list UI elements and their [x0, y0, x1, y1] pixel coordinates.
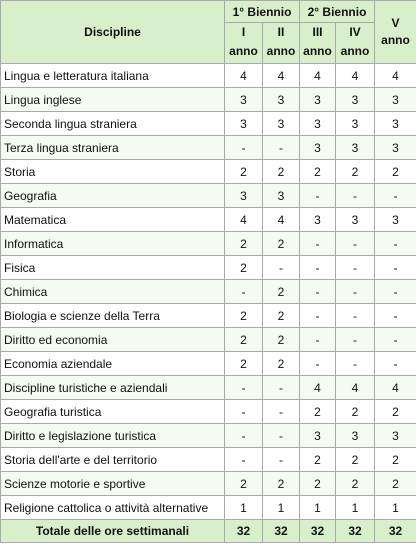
hours-cell: 2 — [263, 352, 300, 376]
hours-cell: 3 — [375, 208, 416, 232]
table-row — [1, 232, 416, 256]
table-row — [1, 88, 416, 112]
hours-cell: 3 — [300, 136, 336, 160]
discipline-name: Lingua inglese — [1, 88, 225, 112]
hours-cell: - — [263, 136, 300, 160]
hours-cell: 2 — [263, 328, 300, 352]
discipline-name: Diritto ed economia — [1, 328, 225, 352]
hours-cell: 4 — [225, 64, 263, 88]
year-1-word: anno — [229, 44, 258, 58]
hours-cell: 2 — [263, 472, 300, 496]
hours-cell: 4 — [336, 376, 375, 400]
hours-cell: - — [336, 328, 375, 352]
discipline-name: Storia dell'arte e del territorio — [1, 448, 225, 472]
discipline-name: Fisica — [1, 256, 225, 280]
hours-cell: - — [300, 328, 336, 352]
hours-cell: 4 — [263, 208, 300, 232]
hours-cell: 2 — [263, 232, 300, 256]
hours-cell: - — [375, 184, 416, 208]
hours-cell: 1 — [375, 496, 416, 520]
hours-cell: - — [336, 304, 375, 328]
hours-cell: - — [336, 352, 375, 376]
hours-cell: - — [225, 448, 263, 472]
hours-cell: - — [336, 280, 375, 304]
hours-cell: - — [225, 376, 263, 400]
hours-cell: 1 — [225, 496, 263, 520]
hours-cell: 2 — [225, 472, 263, 496]
hours-cell: 2 — [300, 160, 336, 184]
total-label: Totale delle ore settimanali — [1, 520, 225, 543]
hours-cell: - — [336, 256, 375, 280]
year-3-numeral: III — [312, 25, 323, 39]
discipline-name: Economia aziendale — [1, 352, 225, 376]
year-2-header — [263, 23, 300, 64]
table-row — [1, 352, 416, 376]
table-row — [1, 472, 416, 496]
hours-cell: 2 — [336, 400, 375, 424]
hours-cell: 2 — [225, 328, 263, 352]
hours-cell: - — [375, 256, 416, 280]
hours-cell: - — [375, 232, 416, 256]
year-3-word: anno — [303, 44, 332, 58]
hours-cell: 3 — [300, 424, 336, 448]
first-biennium-header: 1° Biennio — [225, 1, 300, 23]
hours-cell: 2 — [225, 304, 263, 328]
year-4-numeral: IV — [349, 25, 361, 39]
discipline-name: Geografia — [1, 184, 225, 208]
hours-cell: - — [375, 280, 416, 304]
year-1-numeral: I — [241, 25, 246, 39]
discipline-name: Matematica — [1, 208, 225, 232]
header-row-groups — [1, 1, 416, 23]
table-row — [1, 328, 416, 352]
table-row — [1, 376, 416, 400]
hours-cell: 2 — [263, 304, 300, 328]
hours-cell: 3 — [336, 112, 375, 136]
hours-cell: - — [336, 232, 375, 256]
discipline-name: Storia — [1, 160, 225, 184]
hours-cell: 2 — [225, 232, 263, 256]
year-2-word: anno — [266, 44, 296, 58]
fifth-year-word: anno — [381, 33, 410, 47]
hours-cell: - — [263, 376, 300, 400]
discipline-name: Scienze motorie e sportive — [1, 472, 225, 496]
second-biennium-header: 2° Biennio — [300, 1, 375, 23]
hours-cell: 2 — [263, 280, 300, 304]
total-cell: 32 — [336, 520, 375, 543]
hours-cell: 4 — [263, 64, 300, 88]
total-cell: 32 — [225, 520, 263, 543]
hours-cell: 1 — [336, 496, 375, 520]
hours-cell: 3 — [263, 112, 300, 136]
hours-cell: - — [225, 400, 263, 424]
hours-cell: - — [300, 280, 336, 304]
hours-cell: 3 — [375, 112, 416, 136]
year-4-word: anno — [340, 44, 370, 58]
table-row — [1, 280, 416, 304]
discipline-name: Lingua e letteratura italiana — [1, 64, 225, 88]
hours-cell: 2 — [375, 472, 416, 496]
total-cell: 32 — [263, 520, 300, 543]
hours-cell: 2 — [300, 448, 336, 472]
table-row — [1, 256, 416, 280]
hours-cell: 2 — [336, 160, 375, 184]
hours-cell: 3 — [300, 112, 336, 136]
table-row — [1, 112, 416, 136]
hours-cell: 2 — [375, 448, 416, 472]
hours-cell: - — [300, 256, 336, 280]
discipline-name: Chimica — [1, 280, 225, 304]
total-cell: 32 — [375, 520, 416, 543]
hours-cell: - — [300, 232, 336, 256]
hours-cell: 2 — [225, 256, 263, 280]
hours-cell: 2 — [263, 160, 300, 184]
hours-cell: 2 — [225, 352, 263, 376]
hours-cell: 4 — [336, 64, 375, 88]
hours-cell: 2 — [375, 160, 416, 184]
table-row — [1, 184, 416, 208]
table-row — [1, 208, 416, 232]
hours-cell: 3 — [225, 184, 263, 208]
hours-cell: 3 — [300, 208, 336, 232]
hours-cell: 4 — [375, 376, 416, 400]
hours-cell: 4 — [300, 64, 336, 88]
hours-cell: - — [225, 280, 263, 304]
discipline-name: Terza lingua straniera — [1, 136, 225, 160]
hours-cell: 3 — [336, 136, 375, 160]
hours-cell: 2 — [336, 472, 375, 496]
hours-cell: 3 — [263, 88, 300, 112]
table-row — [1, 136, 416, 160]
hours-cell: 1 — [300, 496, 336, 520]
discipline-name: Biologia e scienze della Terra — [1, 304, 225, 328]
hours-cell: - — [263, 424, 300, 448]
hours-cell: - — [336, 184, 375, 208]
hours-cell: - — [225, 136, 263, 160]
hours-cell: 2 — [300, 400, 336, 424]
year-3-header — [300, 23, 336, 64]
hours-cell: 3 — [263, 184, 300, 208]
hours-cell: - — [375, 304, 416, 328]
hours-cell: 3 — [336, 424, 375, 448]
table-row — [1, 424, 416, 448]
discipline-name: Informatica — [1, 232, 225, 256]
year-1-header — [225, 23, 263, 64]
hours-cell: 2 — [225, 160, 263, 184]
total-row — [1, 520, 416, 543]
hours-cell: 4 — [375, 64, 416, 88]
hours-cell: 4 — [300, 376, 336, 400]
hours-cell: - — [263, 400, 300, 424]
table-row — [1, 496, 416, 520]
disciplines-header: Discipline — [1, 1, 225, 64]
table-row — [1, 448, 416, 472]
hours-cell: 2 — [336, 448, 375, 472]
hours-cell: 3 — [225, 88, 263, 112]
hours-cell: 3 — [375, 136, 416, 160]
hours-cell: 3 — [225, 112, 263, 136]
hours-cell: - — [225, 424, 263, 448]
hours-cell: - — [300, 304, 336, 328]
fifth-year-header — [375, 1, 416, 64]
hours-cell: - — [375, 328, 416, 352]
hours-cell: 3 — [336, 208, 375, 232]
discipline-name: Seconda lingua straniera — [1, 112, 225, 136]
fifth-year-numeral: V — [391, 16, 400, 30]
table-row — [1, 64, 416, 88]
total-cell: 32 — [300, 520, 336, 543]
hours-cell: - — [300, 184, 336, 208]
year-2-numeral: II — [277, 25, 285, 39]
discipline-name: Diritto e legislazione turistica — [1, 424, 225, 448]
table-row — [1, 304, 416, 328]
year-4-header — [336, 23, 375, 64]
hours-cell: 3 — [375, 424, 416, 448]
hours-cell: 3 — [375, 88, 416, 112]
table-row — [1, 400, 416, 424]
hours-cell: 1 — [263, 496, 300, 520]
hours-cell: - — [263, 448, 300, 472]
discipline-name: Religione cattolica o attività alternative — [1, 496, 225, 520]
hours-cell: - — [300, 352, 336, 376]
hours-cell: - — [263, 256, 300, 280]
hours-cell: 4 — [225, 208, 263, 232]
hours-cell: - — [375, 352, 416, 376]
hours-cell: 3 — [336, 88, 375, 112]
table-row — [1, 160, 416, 184]
hours-cell: 2 — [375, 400, 416, 424]
hours-cell: 2 — [300, 472, 336, 496]
discipline-name: Discipline turistiche e aziendali — [1, 376, 225, 400]
hours-cell: 3 — [300, 88, 336, 112]
discipline-name: Geografia turistica — [1, 400, 225, 424]
